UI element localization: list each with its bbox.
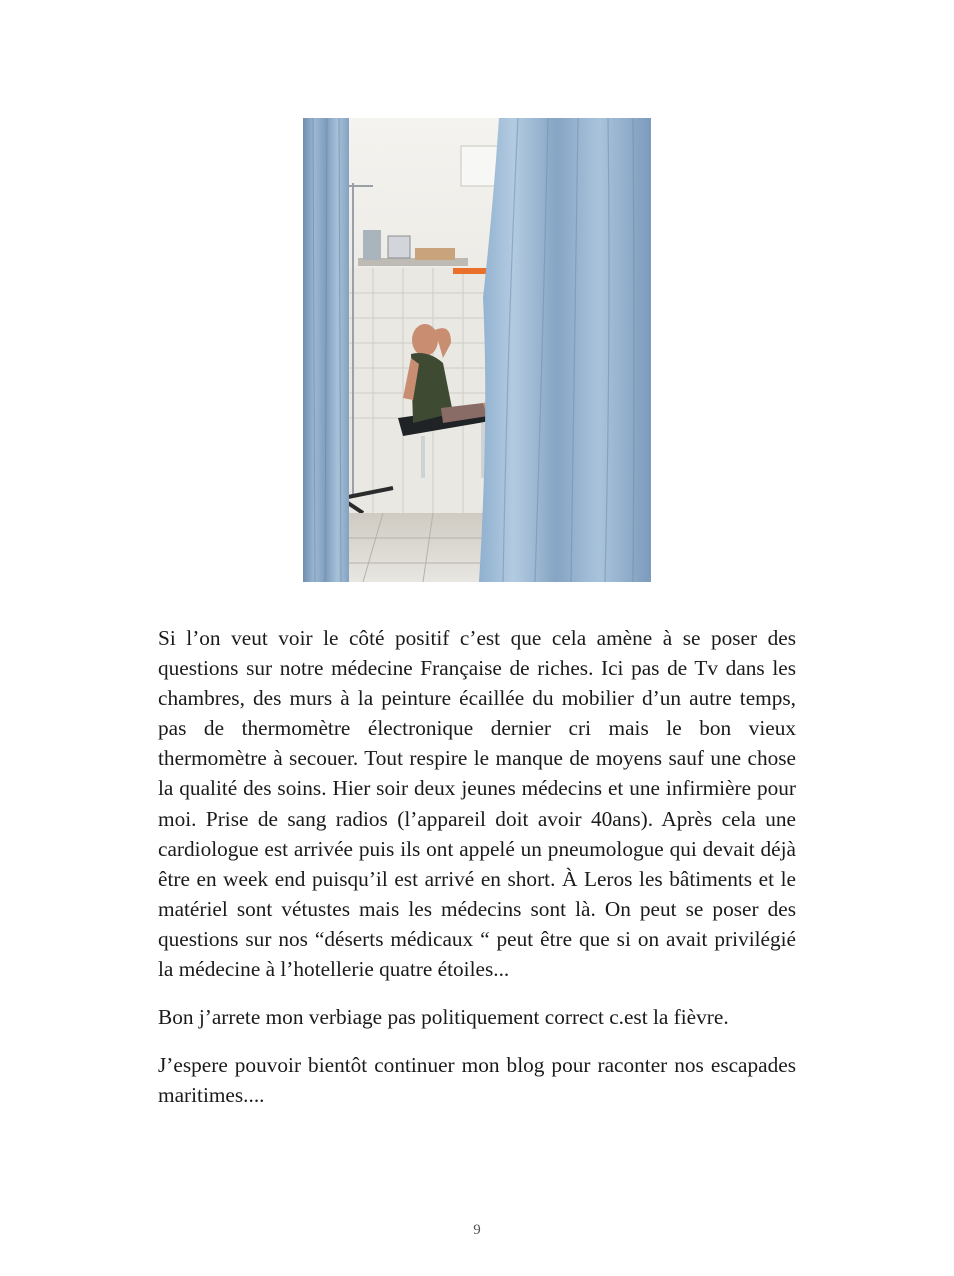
body-text: [158, 623, 796, 1110]
page-number: 9: [473, 1222, 481, 1238]
paragraph: J’espere pouvoir bientôt continuer mon blog pour raconter nos escapades maritimes....: [158, 1053, 796, 1108]
paragraph: Si l’on veut voir le côté positif c’est que cela amène à se poser des questions sur notre médecine Française de riches. Ici pas de Tv dans les chambres, des murs à la peinture écaillée du mobilier d’un autre temps, pas de thermomètre électronique dernier cri mais le bon vieux thermomètre à secouer. Tout respire le manque de moyens sauf une chose la qualité des soins. Hier soir deux jeunes médecins et une infirmière pour moi. Prise de sang radios (l’appareil doit avoir 40ans). Après cela une cardiologue est arrivée puis ils ont appelé un pneumologue qui devait déjà être en week end puisqu’il est arrivé en short. À Leros les bâtiments et le matériel sont vétustes mais les médecins sont là. On peut se poser des questions sur nos “déserts médicaux “ peut être que si on avait privilégié la médecine à l’hotellerie quatre étoiles...: [158, 626, 796, 982]
hospital-room-photo: [303, 118, 651, 582]
paragraph: Bon j’arrete mon verbiage pas politiquement correct c.est la fièvre.: [158, 1005, 729, 1030]
